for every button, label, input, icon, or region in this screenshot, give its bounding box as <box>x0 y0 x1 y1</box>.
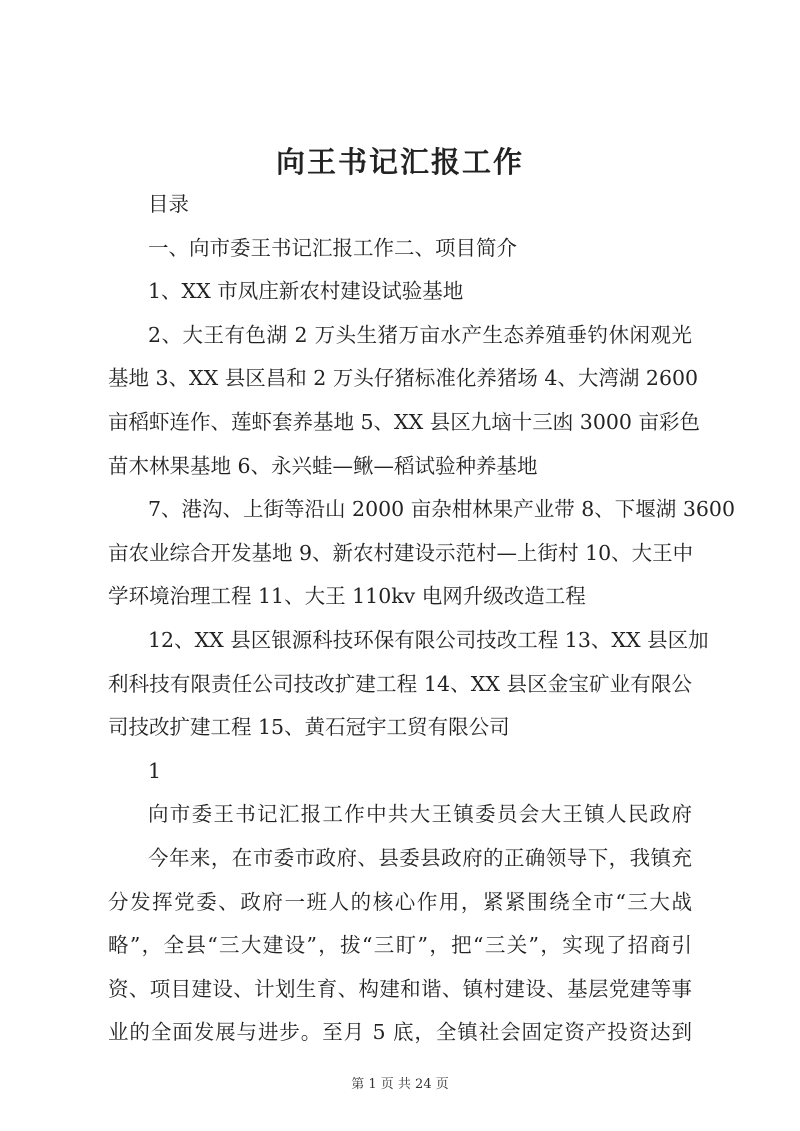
text-line: 利科技有限责任公司技改扩建工程 14、XX 县区金宝矿业有限公 <box>108 671 692 696</box>
text-line: 亩农业综合开发基地 9、新农村建设示范村—上街村 10、大王中 <box>108 540 694 565</box>
text-line: 今年来，在市委市政府、县委县政府的正确领导下，我镇充 <box>148 845 692 870</box>
text-line: 基地 3、XX 县区昌和 2 万头仔猪标准化养猪场 4、大湾湖 2600 <box>108 366 699 391</box>
text-line: 1 <box>148 758 162 783</box>
text-line: 业的全面发展与进步。至月 5 底，全镇社会固定资产投资达到 <box>108 1020 692 1045</box>
text-line: 一、向市委王书记汇报工作二、项目简介 <box>148 235 517 260</box>
document-title: 向王书记汇报工作 <box>275 145 524 179</box>
document-body <box>108 183 735 1055</box>
text-line: 苗木林果基地 6、永兴蛙—鳅—稻试验种养基地 <box>108 453 538 478</box>
text-line: 司技改扩建工程 15、黄石冠宇工贸有限公司 <box>108 715 510 740</box>
text-line: 1、XX 市凤庄新农村建设试验基地 <box>148 279 464 304</box>
text-line: 目录 <box>148 192 189 216</box>
text-line: 向市委王书记汇报工作中共大王镇委员会大王镇人民政府 <box>148 802 692 827</box>
page-footer: 第 1 页 共 24 页 <box>351 1077 449 1092</box>
text-line: 略”，全县“三大建设”，拔“三盯”，把“三关”，实现了招商引 <box>108 933 692 958</box>
text-line: 亩稻虾连作、莲虾套养基地 5、XX 县区九垴十三凼 3000 亩彩色 <box>108 409 700 434</box>
text-line: 资、项目建设、计划生育、构建和谐、镇村建设、基层党建等事 <box>108 976 692 1001</box>
text-line: 7、港沟、上街等沿山 2000 亩杂柑林果产业带 8、下堰湖 3600 <box>148 497 735 522</box>
text-line: 学环境治理工程 11、大王 110kv 电网升级改造工程 <box>108 584 586 609</box>
text-line: 12、XX 县区银源科技环保有限公司技改工程 13、XX 县区加 <box>148 627 709 652</box>
text-line: 2、大王有色湖 2 万头生猪万亩水产生态养殖垂钓休闲观光 <box>148 322 692 347</box>
text-line: 分发挥党委、政府一班人的核心作用，紧紧围绕全市“三大战 <box>108 889 692 914</box>
